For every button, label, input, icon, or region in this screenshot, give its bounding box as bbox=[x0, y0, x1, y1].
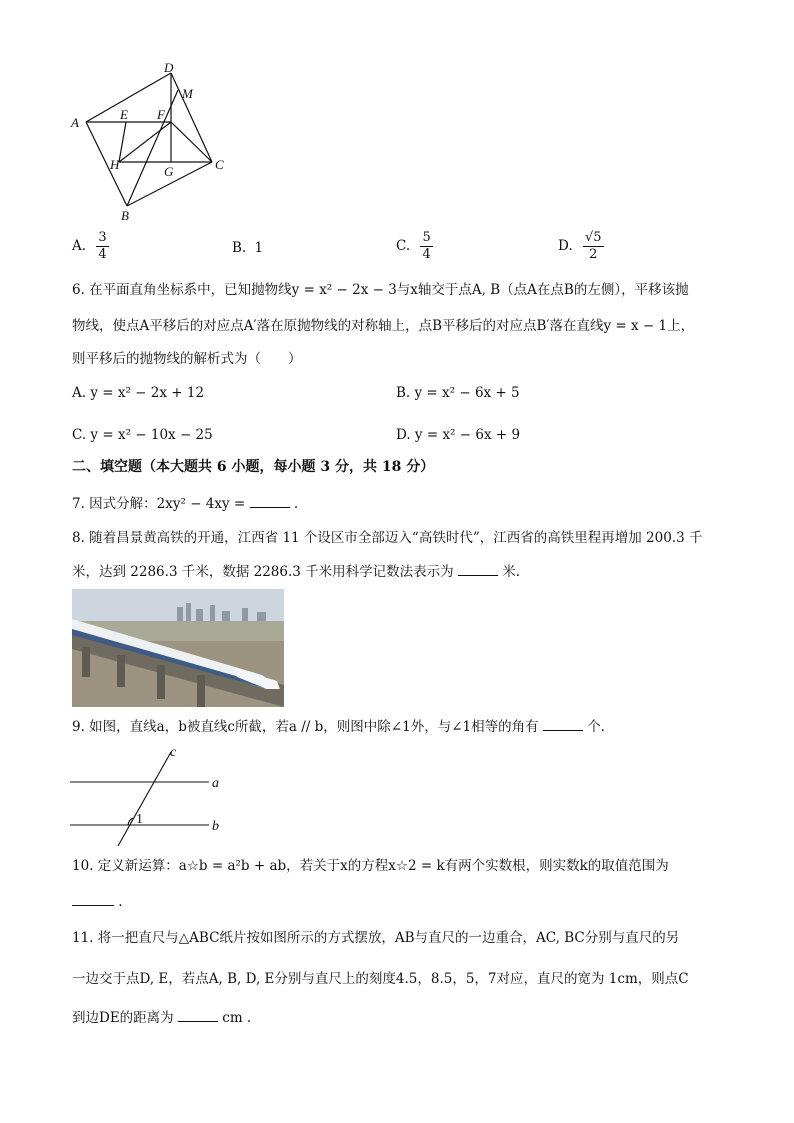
label-c: c bbox=[170, 745, 177, 760]
line-c bbox=[118, 752, 171, 846]
q8-answer-blank[interactable] bbox=[458, 561, 498, 576]
section-title-fill-in: 二、填空题（本大题共 6 小题，每小题 3 分，共 18 分） bbox=[72, 459, 435, 475]
label-G: G bbox=[164, 164, 174, 179]
q7-answer-blank[interactable] bbox=[250, 493, 290, 508]
label-F: F bbox=[157, 107, 165, 122]
label-H: H bbox=[110, 157, 120, 172]
q5-option-d: D. $\frac{√5}{2}$ bbox=[558, 230, 602, 262]
q8-line-1: 8. 随着昌景黄高铁的开通，江西省 11 个设区市全部迈入“高铁时代”，江西省的高铁里程再增加 200.3 千 bbox=[72, 530, 703, 546]
q9-question: 9. 如图，直线a，b被直线c所截，若a // b，则图中除∠1外，与∠1相等的角有 个. bbox=[72, 716, 605, 737]
q7-question: 7. 因式分解：2xy² − 4xy = . bbox=[72, 493, 298, 514]
q10-answer-blank[interactable] bbox=[72, 891, 114, 906]
q5-option-c: C. $\frac{5}{4}$ bbox=[396, 230, 431, 262]
q5-option-b: B. 1 bbox=[232, 240, 264, 256]
q11-line-2: 一边交于点D, E，若点A, B, D, E分别与直尺上的刻度4.5，8.5，5，7对应，直尺的宽为 1cm，则点C bbox=[72, 971, 689, 987]
label-D: D bbox=[164, 60, 174, 75]
q11-answer-blank[interactable] bbox=[178, 1007, 218, 1022]
q6-option-a: A. y = x² − 2x + 12 bbox=[72, 385, 205, 401]
label-B: B bbox=[121, 208, 129, 223]
q9-answer-blank[interactable] bbox=[543, 716, 583, 731]
segment-HF bbox=[119, 122, 171, 162]
q5-option-a: A. $\frac{3}{4}$ bbox=[72, 230, 107, 262]
high-speed-train-photo bbox=[72, 589, 284, 707]
label-a: a bbox=[212, 776, 219, 791]
q6-option-d: D. y = x² − 6x + 9 bbox=[396, 427, 521, 443]
q6-line-2: 物线，使点A平移后的对应点A′落在原抛物线的对称轴上，点B平移后的对应点B′落在直线y = x − 1上， bbox=[72, 318, 695, 334]
label-M: M bbox=[182, 86, 193, 101]
label-angle-1: 1 bbox=[136, 812, 143, 827]
label-b: b bbox=[212, 819, 219, 834]
q11-line-3: 到边DE的距离为 cm . bbox=[72, 1007, 251, 1028]
segment-EH bbox=[119, 122, 126, 162]
label-E: E bbox=[120, 107, 128, 122]
q6-line-1: 6. 在平面直角坐标系中，已知抛物线y = x² − 2x − 3与x轴交于点A, B（点A在点B的左侧），平移该抛 bbox=[72, 282, 689, 298]
q6-option-c: C. y = x² − 10x − 25 bbox=[72, 427, 213, 443]
q10-line-2: . bbox=[72, 891, 123, 912]
q6-line-3: 则平移后的抛物线的解析式为（ ） bbox=[72, 351, 302, 367]
parallel-lines-figure-q9 bbox=[66, 744, 236, 848]
q6-option-b: B. y = x² − 6x + 5 bbox=[396, 385, 520, 401]
q10-line-1: 10. 定义新运算：a☆b = a²b + ab，若关于x的方程x☆2 = k有两个实数根，则实数k的取值范围为 bbox=[72, 858, 669, 874]
q8-line-2: 米，达到 2286.3 千米，数据 2286.3 千米用科学记数法表示为 米. bbox=[72, 561, 520, 582]
label-C: C bbox=[215, 157, 224, 172]
segment-BM bbox=[127, 90, 178, 206]
segment-FC bbox=[171, 122, 212, 162]
geometry-figure-q5 bbox=[64, 60, 244, 225]
label-A: A bbox=[71, 115, 79, 130]
q11-line-1: 11. 将一把直尺与△ABC纸片按如图所示的方式摆放，AB与直尺的一边重合，AC, BC分别与直尺的另 bbox=[72, 930, 680, 946]
segment-AB bbox=[86, 122, 127, 206]
